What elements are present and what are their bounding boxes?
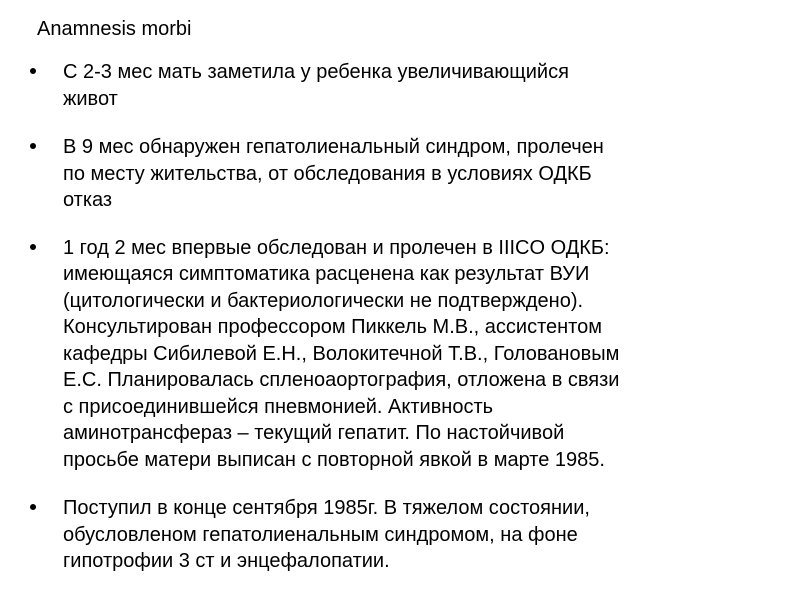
list-item [30, 235, 750, 474]
list-item-text: 1 год 2 мес впервые обследован и пролечен в IIICO ОДКБ: имеющаяся симптоматика расценена как результат ВУИ (цитологически и бактериологически не подтверждено). Консультирован профессором Пиккель М.В., ассистентом кафедры Сибилевой Е.Н., Волокитечной Т.В., Голованoвым Е.С. Планировалась спленоаортография, отложена в связи с присоединившейся пневмонией. Активность аминотрансфераз – текущий гепатит. По настойчивой просьбе матери выписан с повторной явкой в марте 1985. [63, 236, 620, 471]
bullet-dot-icon [30, 143, 36, 149]
list-item-text: В 9 мес обнаружен гепатолиенальный синдром, пролечен по месту жительства, от обследования в условиях ОДКБ отказ [63, 136, 604, 211]
bullet-dot-icon [30, 504, 36, 510]
list-item [30, 134, 750, 214]
list-item [30, 495, 750, 575]
slide-title: Anamnesis morbi [37, 18, 192, 40]
list-item-text: Поступил в конце сентября 1985г. В тяжелом состоянии, обусловленом гепатолиенальным синдромом, на фоне гипотрофии 3 ст и энцефалопатии. [63, 497, 590, 572]
bullet-list [30, 59, 750, 575]
list-item-text: С 2-3 мес мать заметила у ребенка увеличивающийся живот [63, 61, 569, 110]
list-item [30, 59, 750, 112]
bullet-dot-icon [30, 68, 36, 74]
bullet-dot-icon [30, 244, 36, 250]
